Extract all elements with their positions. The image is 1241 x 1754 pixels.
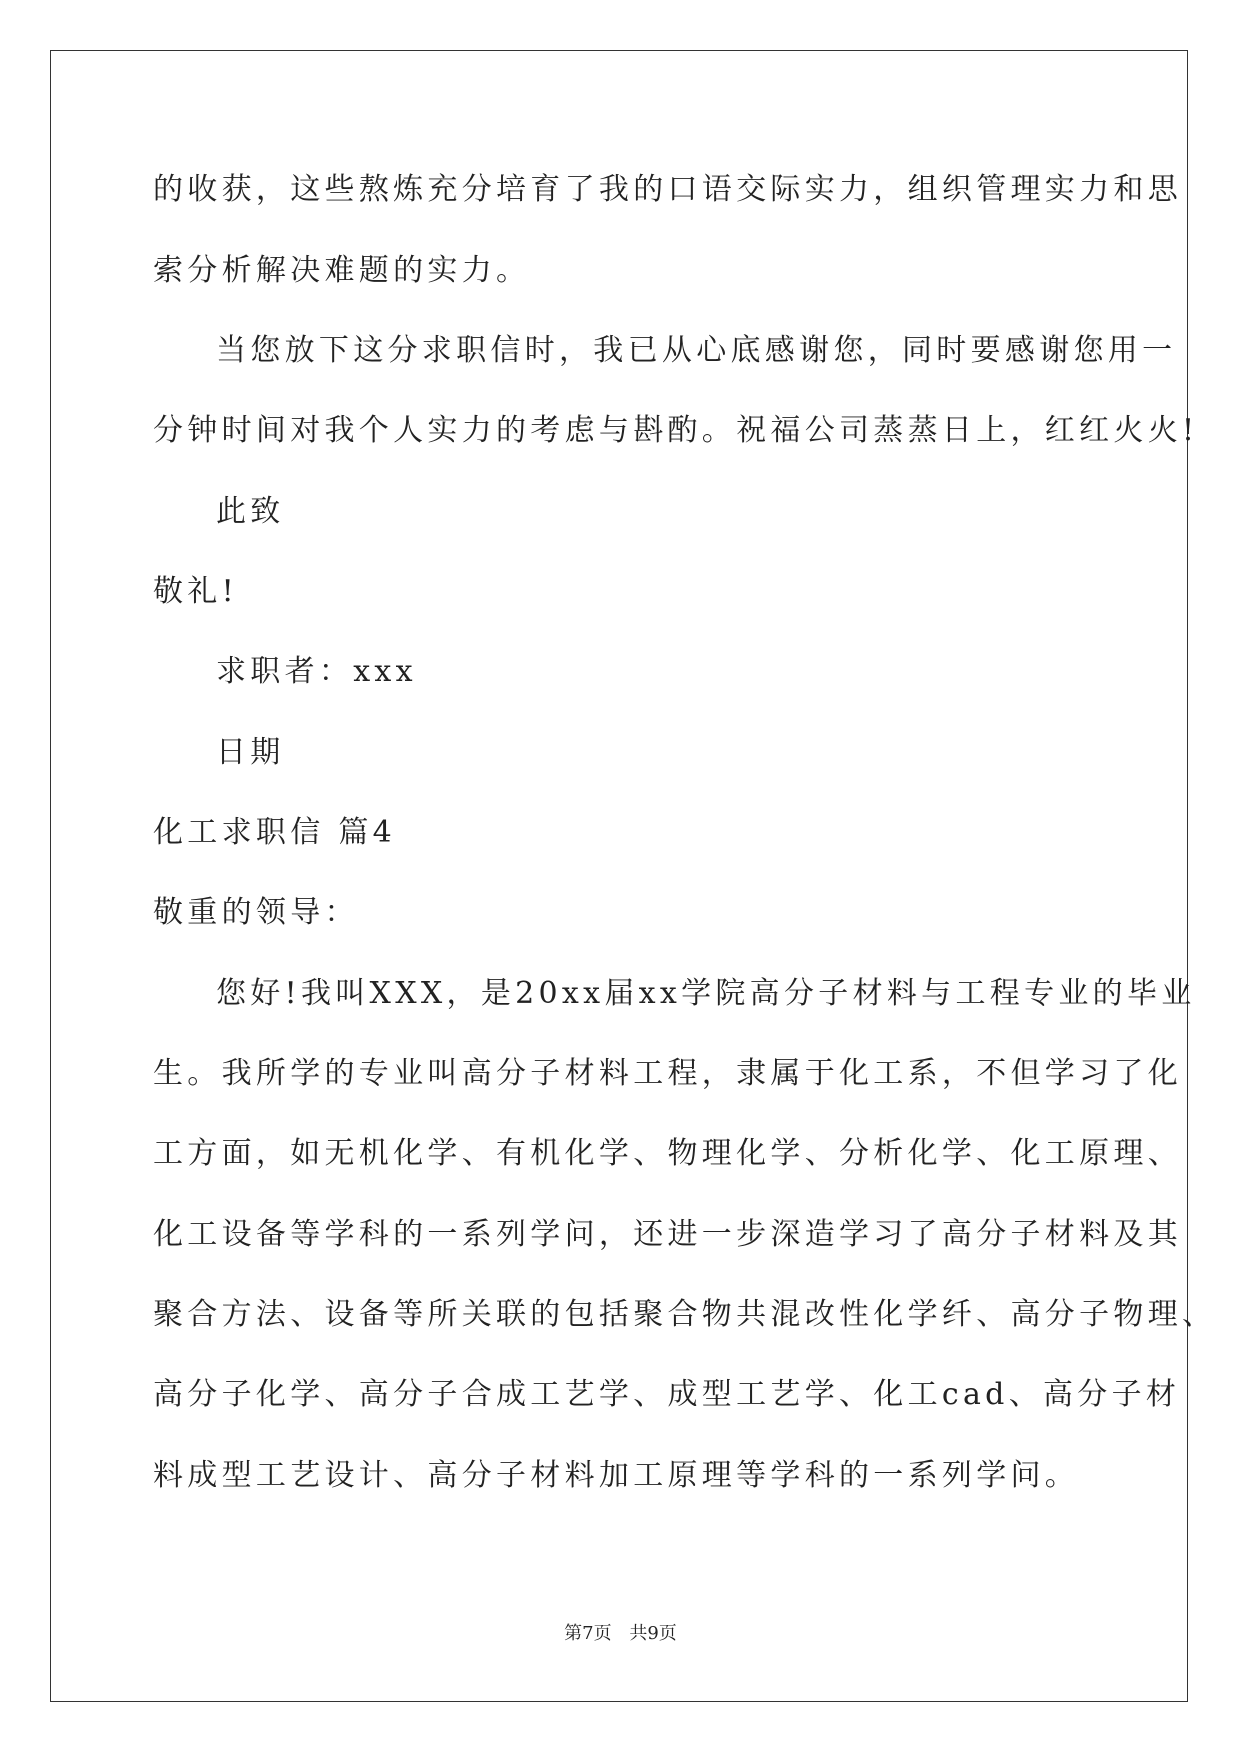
text-line: 化工设备等学科的一系列学问，还进一步深造学习了高分子材料及其	[153, 1217, 1182, 1252]
salutation-line: 此致	[216, 494, 285, 529]
text-line: 生。我所学的专业叫高分子材料工程，隶属于化工系，不但学习了化	[153, 1056, 1182, 1091]
greeting-line: 敬重的领导：	[153, 895, 359, 930]
page-footer	[0, 1622, 1241, 1646]
signature-line: 求职者：xxx	[216, 654, 417, 689]
salutation-line: 敬礼!	[153, 574, 238, 609]
text-line: 索分析解决难题的实力。	[153, 253, 531, 288]
text-line: 您好!我叫XXX，是20xx届xx学院高分子材料与工程专业的毕业	[216, 976, 1196, 1011]
text-line: 高分子化学、高分子合成工艺学、成型工艺学、化工cad、高分子材	[153, 1377, 1181, 1412]
date-line: 日期	[216, 735, 285, 770]
text-line: 料成型工艺设计、高分子材料加工原理等学科的一系列学问。	[153, 1458, 1080, 1493]
section-heading: 化工求职信 篇4	[153, 815, 397, 850]
page-total: 共9页	[629, 1623, 677, 1644]
text-line: 当您放下这分求职信时，我已从心底感谢您，同时要感谢您用一	[216, 333, 1177, 368]
page-number: 第7页	[564, 1623, 612, 1644]
text-line: 聚合方法、设备等所关联的包括聚合物共混改性化学纤、高分子物理、	[153, 1297, 1217, 1332]
text-line: 分钟时间对我个人实力的考虑与斟酌。祝福公司蒸蒸日上，红红火火!	[153, 413, 1199, 448]
text-line: 的收获，这些熬炼充分培育了我的口语交际实力，组织管理实力和思	[153, 172, 1182, 207]
text-line: 工方面，如无机化学、有机化学、物理化学、分析化学、化工原理、	[153, 1136, 1182, 1171]
page-border	[50, 50, 1188, 1702]
